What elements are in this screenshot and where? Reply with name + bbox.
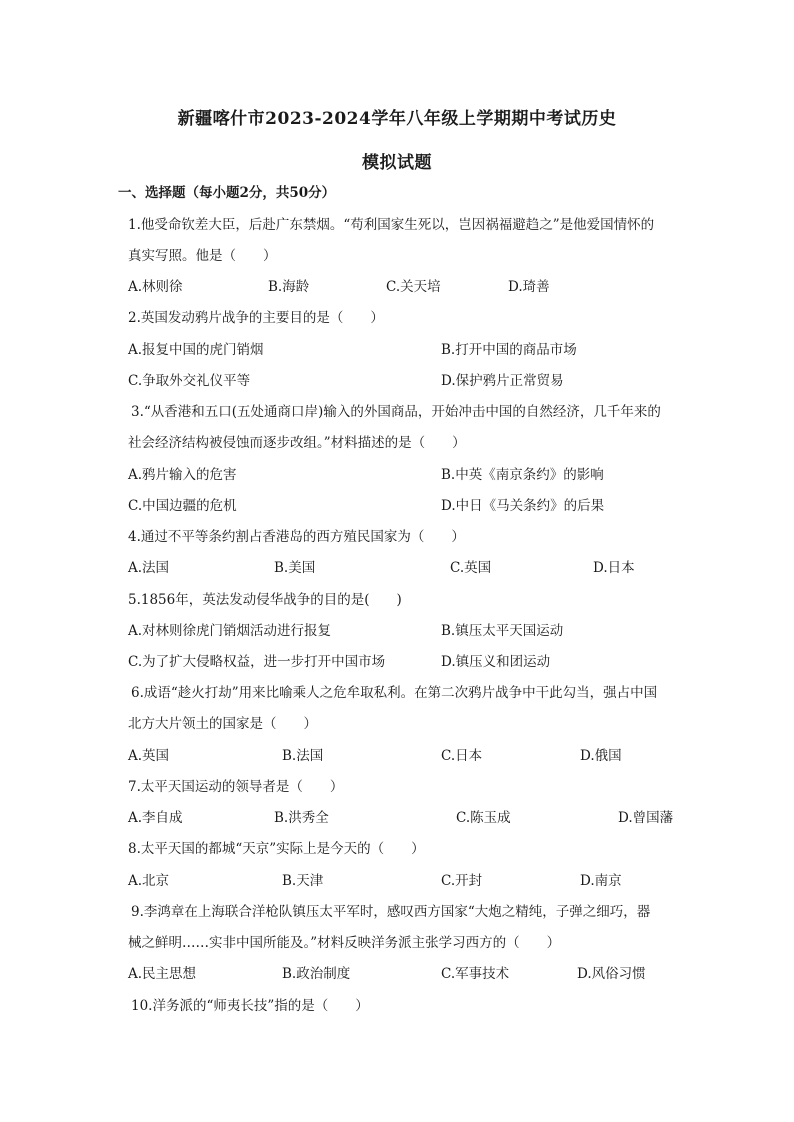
q6-stem-line2: 北方大片领土的国家是（ ） [128,716,317,732]
q5-options-row2 [128,653,688,671]
q6-option-c: C.日本 [441,748,483,764]
q9-stem-line2: 械之鲜明……实非中国所能及。”材料反映洋务派主张学习西方的（ ） [128,935,561,951]
q6-option-a: A.英国 [128,748,170,764]
q8-stem: 8.太平天国的都城“天京”实际上是今天的（ ） [128,841,425,857]
q9-option-d: D.风俗习惯 [577,966,646,982]
q2-options-row1 [128,341,688,359]
q4-stem: 4.通过不平等条约割占香港岛的西方殖民国家为（ ） [128,529,465,545]
q9-option-a: A.民主思想 [128,966,197,982]
q7-option-c: C.陈玉成 [456,810,511,826]
q1-option-d: D.琦善 [508,279,550,295]
q1-options [128,278,688,296]
q2-stem: 2.英国发动鸦片战争的主要目的是（ ） [128,310,384,326]
q1-option-a: A.林则徐 [128,279,183,295]
q7-options [128,809,688,827]
q3-option-c: C.中国边疆的危机 [128,498,237,514]
q8-options [128,872,688,890]
q10-stem: 10.洋务派的“师夷长技”指的是（ ） [131,998,369,1014]
exam-title: 新疆喀什市2023-2024学年八年级上学期期中考试历史 [177,109,617,129]
q4-option-b: B.美国 [274,560,316,576]
q1-stem-line1: 1.他受命钦差大臣，后赴广东禁烟。“苟利国家生死以，岂因祸福避趋之”是他爱国情怀的 [128,217,655,233]
q4-option-d: D.日本 [593,560,635,576]
q3-stem-line2: 社会经济结构被侵蚀而逐步改组。”材料描述的是（ ） [128,435,466,451]
q9-option-b: B.政治制度 [282,966,351,982]
q2-option-c: C.争取外交礼仪平等 [128,373,251,389]
q5-options-row1 [128,622,688,640]
q5-option-a: A.对林则徐虎门销烟活动进行报复 [128,623,332,639]
q3-option-d: D.中日《马关条约》的后果 [441,498,605,514]
q4-options [128,559,688,577]
q1-option-b: B.海龄 [268,279,310,295]
q6-option-d: D.俄国 [580,748,622,764]
q2-option-b: B.打开中国的商品市场 [441,342,577,358]
q2-options-row2 [128,372,688,390]
q1-option-c: C.关天培 [386,279,441,295]
q8-option-c: C.开封 [441,873,483,889]
q8-option-a: A.北京 [128,873,170,889]
q7-option-d: D.曾国藩 [618,810,674,826]
q2-option-a: A.报复中国的虎门销烟 [128,342,264,358]
section-heading: 一、选择题（每小题2分，共50分） [118,185,336,201]
q5-option-c: C.为了扩大侵略权益，进一步打开中国市场 [128,654,386,670]
q7-stem: 7.太平天国运动的领导者是（ ） [128,779,344,795]
exam-subtitle: 模拟试题 [362,153,432,173]
q7-option-b: B.洪秀全 [274,810,329,826]
q4-option-a: A.法国 [128,560,170,576]
q3-options-row2 [128,497,688,515]
q8-option-b: B.天津 [282,873,324,889]
q5-stem: 5.1856年，英法发动侵华战争的目的是( ) [128,592,402,608]
q1-stem-line2: 真实写照。他是（ ） [128,248,277,264]
q9-stem-line1: 9.李鸿章在上海联合洋枪队镇压太平军时，感叹西方国家“大炮之精纯，子弹之细巧，器 [131,904,651,920]
q4-option-c: C.英国 [450,560,492,576]
q9-option-c: C.军事技术 [441,966,510,982]
q6-option-b: B.法国 [282,748,324,764]
q3-option-a: A.鸦片输入的危害 [128,467,237,483]
q5-option-d: D.镇压义和团运动 [441,654,551,670]
q6-stem-line1: 6.成语“趁火打劫”用来比喻乘人之危牟取私利。在第二次鸦片战争中干此勾当，强占中国 [131,685,658,701]
q3-options-row1 [128,466,688,484]
q3-stem-line1: 3.“从香港和五口(五处通商口岸)输入的外国商品，开始冲击中国的自然经济，几千年来的 [131,404,661,420]
q9-options [128,965,688,983]
q3-option-b: B.中英《南京条约》的影响 [441,467,604,483]
q5-option-b: B.镇压太平天国运动 [441,623,564,639]
q8-option-d: D.南京 [580,873,622,889]
q7-option-a: A.李自成 [128,810,183,826]
q6-options [128,747,688,765]
q2-option-d: D.保护鸦片正常贸易 [441,373,564,389]
